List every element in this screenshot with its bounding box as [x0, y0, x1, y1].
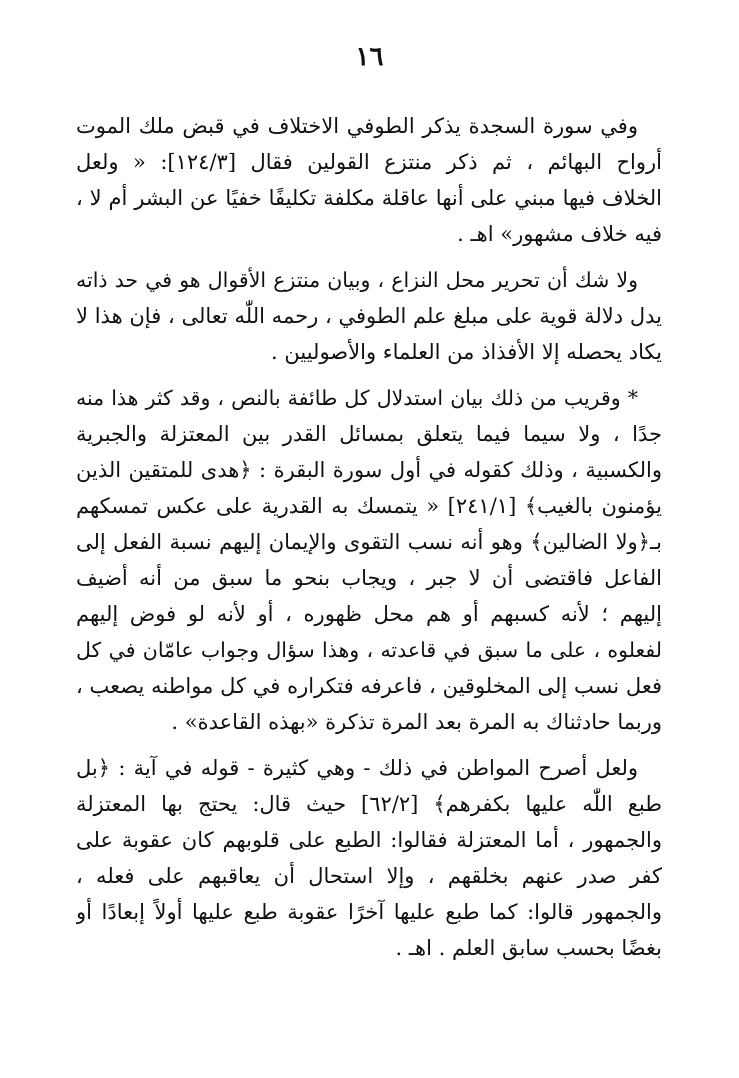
- paragraph-4: [76, 750, 662, 966]
- text-line: الفاعل فاقتضى أن لا جبر ، ويجاب بنحو ما سبق من أنه أضيف: [76, 566, 662, 590]
- page-body: [76, 108, 662, 976]
- text-line: والجمهور ، أما المعتزلة فقالوا: الطبع على قلوبهم كان عقوبة على: [76, 828, 662, 852]
- text-line: إليهم ؛ لأنه كسبهم أو هم محل ظهوره ، أو لأنه لو فوض إليهم: [76, 602, 662, 626]
- text-line: وفي سورة السجدة يذكر الطوفي الاختلاف في قبض ملك الموت: [76, 114, 638, 138]
- text-line: طبع اللّٰه عليها بكفرهم﴾ [٦٢/٢] حيث قال: يحتج بها المعتزلة: [76, 792, 662, 816]
- text-line: ولعل أصرح المواطن في ذلك - وهي كثيرة - قوله في آية : ﴿بل: [76, 756, 638, 780]
- text-line: والجمهور قالوا: كما طبع عليها آخرًا عقوبة طبع عليها أولاً إبعادًا أو: [76, 900, 662, 924]
- text-line: أرواح البهائم ، ثم ذكر منتزع القولين فقال [١٢٤/٣]: « ولعل: [76, 150, 662, 174]
- text-line: بغضًا بحسب سابق العلم . اهـ .: [395, 936, 662, 960]
- text-line: فعل نسب إلى المخلوقين ، فاعرفه فتكراره في كل مواطنه يصعب ،: [76, 674, 662, 698]
- text-line: بـ﴿ولا الضالين﴾ وهو أنه نسب التقوى والإيمان إليهم نسبة الفعل إلى: [76, 530, 662, 554]
- text-line: * وقريب من ذلك بيان استدلال كل طائفة بالنص ، وقد كثر هذا منه: [76, 386, 638, 410]
- text-line: يكاد يحصله إلا الأفذاذ من العلماء والأصوليين .: [271, 340, 662, 364]
- text-line: لفعلوه ، على ما سبق في قاعدته ، وهذا سؤال وجواب عامّان في كل: [76, 638, 662, 662]
- text-line: جدًا ، ولا سيما فيما يتعلق بمسائل القدر بين المعتزلة والجبرية: [76, 422, 662, 446]
- paragraph-2: [76, 262, 662, 370]
- text-line: يدل دلالة قوية على مبلغ علم الطوفي ، رحمه اللّٰه تعالى ، فإن هذا لا: [76, 304, 662, 328]
- text-line: والكسبية ، وذلك كقوله في أول سورة البقرة : ﴿هدى للمتقين الذين: [76, 458, 662, 482]
- paragraph-1: [76, 108, 662, 252]
- text-line: الخلاف فيها مبني على أنها عاقلة مكلفة تكليفًا خفيًا عن البشر أم لا ،: [76, 186, 662, 210]
- page-number: ١٦: [355, 42, 384, 72]
- paragraph-3: [76, 380, 662, 740]
- text-line: فيه خلاف مشهور» اهـ .: [457, 222, 662, 246]
- text-line: وربما حادثناك به المرة بعد المرة تذكرة «بهذه القاعدة» .: [171, 710, 662, 734]
- text-line: يؤمنون بالغيب﴾ [٢٤١/١] « يتمسك به القدرية على عكس تمسكهم: [76, 494, 662, 518]
- text-line: ولا شك أن تحرير محل النزاع ، وبيان منتزع الأقوال هو في حد ذاته: [76, 268, 638, 292]
- text-line: كفر صدر عنهم بخلقهم ، وإلا استحال أن يعاقبهم على فعله ،: [76, 864, 662, 888]
